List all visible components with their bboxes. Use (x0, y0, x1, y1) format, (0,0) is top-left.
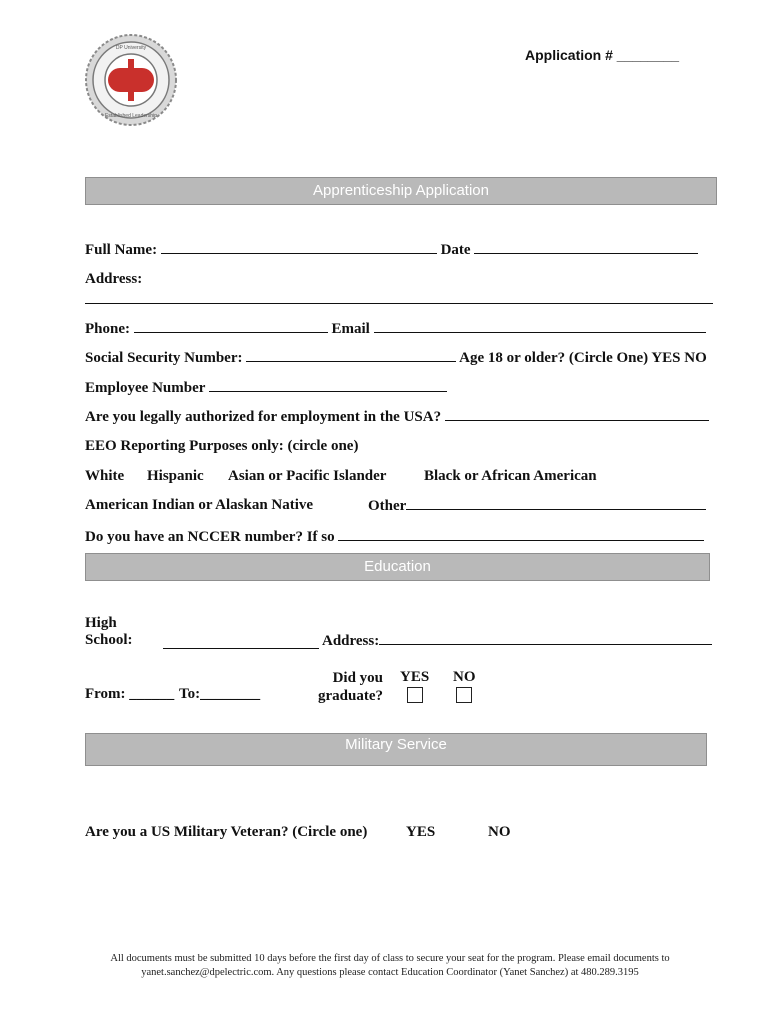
ssn-label: Social Security Number: (85, 350, 243, 366)
svg-text:DP University: DP University (115, 45, 147, 51)
high-label: High (85, 615, 117, 631)
address-label: Address: (85, 271, 143, 287)
svg-text:Established Leadership: Established Leadership (105, 113, 157, 119)
school-address-label: Address: (322, 633, 380, 649)
veteran-no-option[interactable]: NO (488, 824, 511, 840)
graduate-yes-checkbox[interactable] (407, 687, 423, 703)
school-label: School: (85, 632, 133, 648)
nccer-row (85, 528, 704, 546)
school-address-input[interactable] (379, 632, 712, 645)
authorized-label: Are you legally authorized for employment in the USA? (85, 409, 442, 425)
school-address-row (322, 632, 712, 650)
address-input[interactable] (85, 303, 713, 304)
nccer-input[interactable] (338, 528, 704, 541)
veteran-question: Are you a US Military Veteran? (Circle one) (85, 824, 368, 840)
email-input[interactable] (374, 320, 706, 333)
eeo-option-black[interactable]: Black or African American (424, 468, 597, 484)
full-name-label: Full Name: (85, 242, 158, 258)
graduate-no-checkbox[interactable] (456, 687, 472, 703)
graduate-yes-label: YES (400, 669, 430, 685)
eeo-other-row (368, 497, 706, 515)
date-label: Date (440, 242, 471, 258)
military-banner: Military Service (85, 733, 707, 766)
to-field[interactable]: To:________ (179, 686, 261, 702)
high-school-label (85, 615, 133, 649)
eeo-option-native[interactable]: American Indian or Alaskan Native (85, 497, 314, 513)
employee-number-label: Employee Number (85, 380, 206, 396)
from-field[interactable]: From: ______ (85, 686, 175, 702)
ssn-input[interactable] (246, 349, 456, 362)
employee-number-row (85, 379, 447, 397)
eeo-label: EEO Reporting Purposes only: (circle one) (85, 438, 359, 454)
company-logo-seal (84, 33, 178, 127)
did-you-label: Did you (332, 670, 383, 686)
eeo-option-hispanic[interactable]: Hispanic (147, 468, 204, 484)
eeo-option-other[interactable]: Other (368, 498, 407, 514)
graduate-question (316, 669, 383, 705)
graduate-no-label: NO (453, 669, 476, 685)
footer-line-1: All documents must be submitted 10 days before the first day of class to secure your seat for the program. Please email documents to (110, 953, 670, 964)
phone-input[interactable] (134, 320, 328, 333)
full-name-row (85, 241, 698, 259)
authorized-input[interactable] (445, 408, 709, 421)
ssn-row (85, 349, 707, 367)
phone-email-row (85, 320, 706, 338)
eeo-other-input[interactable] (406, 497, 706, 510)
veteran-yes-option[interactable]: YES (406, 824, 436, 840)
high-school-input[interactable] (163, 648, 319, 649)
age-question: Age 18 or older? (Circle One) YES NO (459, 350, 707, 366)
full-name-input[interactable] (161, 241, 437, 254)
date-input[interactable] (474, 241, 698, 254)
footer-line-2: yanet.sanchez@dpelectric.com. Any questions please contact Education Coordinator (Yanet Sanchez) at 480.289.3195 (141, 967, 639, 978)
footer-note (80, 952, 700, 980)
employee-number-input[interactable] (209, 379, 447, 392)
education-banner: Education (85, 553, 710, 581)
nccer-label: Do you have an NCCER number? If so (85, 529, 335, 545)
phone-label: Phone: (85, 321, 130, 337)
application-number-label: Application # ________ (525, 47, 680, 63)
eeo-option-white[interactable]: White (85, 468, 125, 484)
apprenticeship-banner: Apprenticeship Application (85, 177, 717, 205)
eeo-option-asian[interactable]: Asian or Pacific Islander (228, 468, 387, 484)
authorized-row (85, 408, 709, 426)
graduate-label: graduate? (318, 688, 383, 704)
email-label: Email (331, 321, 370, 337)
